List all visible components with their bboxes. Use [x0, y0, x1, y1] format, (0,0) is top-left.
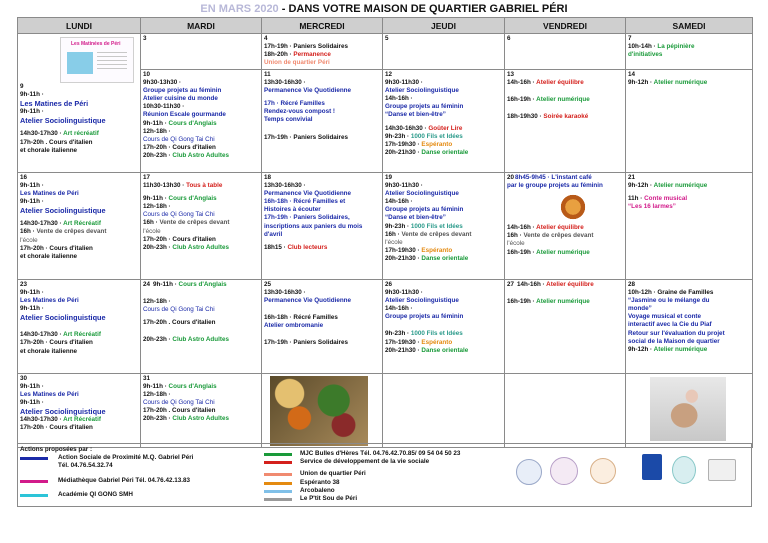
- legend-item: Arcobaleno: [264, 487, 499, 495]
- day-cell-tuesday-10: 10 9h30-13h30 · Groupe projets au féminin Atelier cuisine du monde 10h30-11h30 · Réunion Escale gourmande 9h-11h · Cours d'Anglais 12h-18h · Cours de Qi Gong Tai Chi 17h-20h · Cours d'italien 20h-23h · Club Astro Adultes: [141, 69, 262, 172]
- legend-swatch: [20, 457, 48, 460]
- legend-item: Médiathèque Gabriel Péri Tél. 04.76.42.13.83: [20, 477, 260, 485]
- smh-logo: [550, 457, 578, 485]
- week-row: [18, 373, 753, 447]
- day-cell-monday-23: 23 9h-11h · Les Matines de Péri 9h-11h · Atelier Sociolinguistique 14h30-17h30 · Art Récréatif 17h-20h · Cours d'italien et chorale italienne: [18, 279, 141, 373]
- day-cell-friday-27: 27 14h-16h · Atelier équilibre 16h-19h · Atelier numérique: [505, 279, 626, 373]
- day-cell-saturday-14: 14 9h-12h · Atelier numérique: [626, 69, 753, 172]
- weekday-header-row: [18, 18, 753, 34]
- legend-swatch: [20, 480, 48, 483]
- crepes-photo: [557, 192, 589, 222]
- day-cell-saturday-7: 7 10h-14h · La pépinière d'initiatives: [626, 34, 753, 70]
- legend-item: Union de quartier Péri: [264, 470, 499, 478]
- day-cell-friday-empty: [505, 373, 626, 447]
- legend-swatch: [264, 498, 292, 501]
- legend-swatch: [264, 473, 292, 476]
- day-cell-thursday-12: 12 9h30-11h30 · Atelier Sociolinguistique 14h-16h · Groupe projets au féminin “Danse et bien-être” 14h30-16h30 · Goûter Lire 9h-23h · 1000 Fils et Idées 17h-19h30 · Espéranto 20h-21h30 · Danse orientale: [383, 69, 505, 172]
- page-title: EN MARS 2020 - DANS VOTRE MAISON DE QUARTIER GABRIEL PÉRI: [200, 3, 568, 15]
- legend-swatch: [20, 494, 48, 497]
- weekday-header: LUNDI: [18, 18, 141, 34]
- day-cell-tuesday-3: 3: [141, 34, 262, 70]
- week-row: [18, 34, 753, 70]
- day-cell-saturday-empty: [626, 373, 753, 447]
- mjc-logo: [672, 456, 696, 484]
- legend: [17, 443, 752, 507]
- day-cell-wednesday-11: 11 13h30-16h30 · Permanence Vie Quotidienne 17h · Récré Familles Rendez-vous compost ! Temps convivial 17h-19h · Paniers Solidaires: [262, 69, 383, 172]
- day-cell-tuesday-17: 17 11h30-13h30 · Tous à table 9h-11h · Cours d'Anglais 12h-18h · Cours de Qi Gong Tai Chi 16h · Vente de crêpes devant l'école 17h-20h · Cours d'italien 20h-23h · Club Astro Adultes: [141, 172, 262, 279]
- day-cell-wednesday-18: 18 13h30-16h30 · Permanence Vie Quotidienne 16h-18h · Récré Familles et Histoires à écouter 17h-19h · Paniers Solidaires, inscriptions aux paniers du mois d'avril 18h15 · Club lecteurs: [262, 172, 383, 279]
- day-cell-wednesday-4: 4 17h-19h · Paniers Solidaires 18h-20h · Permanence Union de quartier Péri: [262, 34, 383, 70]
- day-cell-tuesday-31: 31 9h-11h · Cours d'Anglais 12h-18h · Cours de Qi Gong Tai Chi 17h-20h . Cours d'italien 20h-23h · Club Astro Adultes: [141, 373, 262, 447]
- partner-logo: [516, 459, 542, 485]
- legend-col-right: [264, 446, 499, 503]
- day-cell-friday-6: 6: [505, 34, 626, 70]
- day-cell-saturday-21: 21 9h-12h · Atelier numérique 11h · Conte musical “Les 16 larmes”: [626, 172, 753, 279]
- legend-swatch: [264, 490, 292, 493]
- weekday-header: VENDREDI: [505, 18, 626, 34]
- day-cell-friday-20: 20 8h45-9h45 · L'instant café par le groupe projets au féminin 14h-16h · Atelier équilibre 16h · Vente de crêpes devant l'école 16h-19h · Atelier numérique: [505, 172, 626, 279]
- legend-col-left: Actions proposées par : Action Sociale de Proximité M.Q. Gabriel Péri Tél. 04.76.54.32.74 Médiathèque Gabriel Péri Tél. 04.76.42.13.83 Académie QI GONG SMH: [20, 446, 260, 499]
- day-cell-monday-9: Les Matinées de Péri 9 9h-11h · Les Matines de Péri 9h-11h · Atelier Sociolinguistique 14h30-17h30 · Art récréatif 17h-20h . Cours d'italien et chorale italienne: [18, 34, 141, 173]
- legend-item: Service de développement de la vie sociale: [264, 458, 499, 466]
- weekday-header: MARDI: [141, 18, 262, 34]
- day-cell-monday-16: 16 9h-11h · Les Matines de Péri 9h-11h · Atelier Sociolinguistique 14h30-17h30 · Art Récréatif 16h · Vente de crêpes devant l'école 17h-20h · Cours d'italien et chorale italienne: [18, 172, 141, 279]
- day-cell-monday-30: 30 9h-11h · Les Matines de Péri 9h-11h · Atelier Sociolinguistique 14h30-17h30 · Art Récréatif 17h-20h · Cours d'italien: [18, 373, 141, 447]
- legend-swatch: [264, 461, 292, 464]
- vegetables-photo: [270, 376, 368, 446]
- legend-item: Espéranto 38: [264, 479, 499, 487]
- day-cell-thursday-19: 19 9h30-11h30 · Atelier Sociolinguistique 14h-16h · Groupe projets au féminin “Danse et bien-être” 9h-23h · 1000 Fils et Idées 16h · Vente de crêpes devant l'école 17h-19h30 · Espéranto 20h-21h30 · Danse orientale: [383, 172, 505, 279]
- weekday-header: SAMEDI: [626, 18, 753, 34]
- weekday-header: MERCREDI: [262, 18, 383, 34]
- day-cell-thursday-26: 26 9h30-11h30 · Atelier Sociolinguistique 14h-16h · Groupe projets au féminin 9h-23h · 1000 Fils et Idées 17h-19h30 · Espéranto 20h-21h30 · Danse orientale: [383, 279, 505, 373]
- legend-item: Académie QI GONG SMH: [20, 491, 260, 499]
- day-cell-wednesday-empty: [262, 373, 383, 447]
- weekday-header: JEUDI: [383, 18, 505, 34]
- week-row: [18, 172, 753, 279]
- day-cell-saturday-28: 28 10h-12h · Graine de Familles “Jasmine ou le mélange du monde” Voyage musical et conte interactif avec la Cie du Piaf Retour sur l'évaluation du projet social de la Maison de quartier 9h-12h · Atelier numérique: [626, 279, 753, 373]
- legend-swatch: [264, 453, 292, 456]
- day-cell-friday-13: 13 14h-16h · Atelier équilibre 16h-19h · Atelier numérique 18h-19h30 · Soirée karaoké: [505, 69, 626, 172]
- week-row: [18, 279, 753, 373]
- day-cell-tuesday-24: 24 9h-11h · Cours d'Anglais 12h-18h · Cours de Qi Gong Tai Chi 17h-20h . Cours d'italien 20h-23h · Club Astro Adultes: [141, 279, 262, 373]
- partner-logo: [708, 459, 736, 481]
- dancer-photo: [650, 377, 726, 441]
- legend-swatch: [264, 482, 292, 485]
- day-cell-wednesday-25: 25 13h30-16h30 · Permanence Vie Quotidienne 16h-18h · Récré Familles Atelier ombromanie 17h-19h · Paniers Solidaires: [262, 279, 383, 373]
- legend-item: Le P'tit Sou de Péri: [264, 495, 499, 503]
- legend-item: Action Sociale de Proximité M.Q. Gabriel Péri: [20, 454, 260, 462]
- partner-logo: [590, 458, 616, 484]
- calendar-table: [17, 17, 753, 448]
- day-cell-thursday-empty: [383, 373, 505, 447]
- matinees-flyer-image: Les Matinées de Péri: [60, 37, 134, 83]
- legend-item: MJC Bulles d'Hères Tél. 04.76.42.70.85/ 09 54 04 50 23: [264, 450, 499, 458]
- caf-logo: [642, 454, 662, 480]
- day-cell-thursday-5: 5: [383, 34, 505, 70]
